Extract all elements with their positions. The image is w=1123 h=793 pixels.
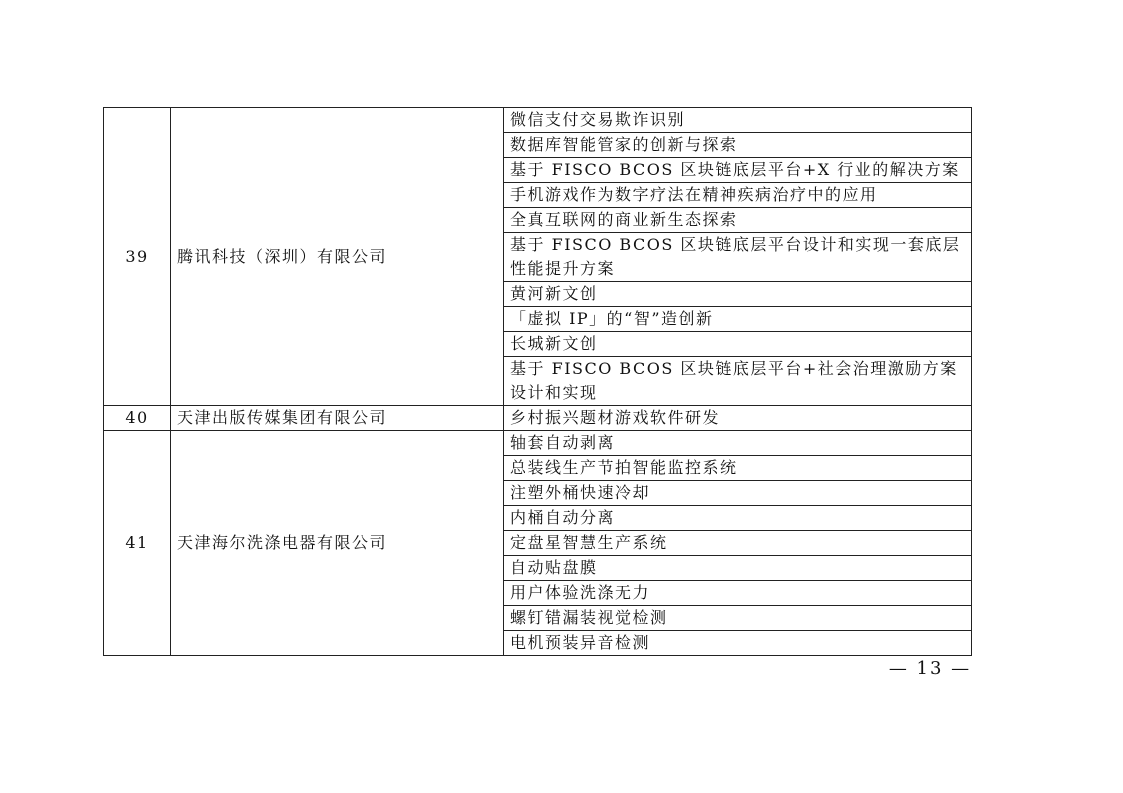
table-row <box>104 406 972 431</box>
project-name-cell: 数据库智能管家的创新与探索 <box>504 133 972 158</box>
project-name-cell: 总装线生产节拍智能监控系统 <box>504 456 972 481</box>
project-name-cell: 基于 FISCO BCOS 区块链底层平台+社会治理激励方案设计和实现 <box>504 357 972 406</box>
project-name-cell: 用户体验洗涤无力 <box>504 581 972 606</box>
row-number-cell: 41 <box>104 431 171 656</box>
project-name-cell: 黄河新文创 <box>504 282 972 307</box>
project-name-cell: 基于 FISCO BCOS 区块链底层平台+X 行业的解决方案 <box>504 158 972 183</box>
project-table <box>103 107 972 656</box>
company-name-cell: 腾讯科技（深圳）有限公司 <box>171 108 504 406</box>
project-name-cell: 定盘星智慧生产系统 <box>504 531 972 556</box>
project-name-cell: 电机预装异音检测 <box>504 631 972 656</box>
project-name-cell: 长城新文创 <box>504 332 972 357</box>
row-number-cell: 39 <box>104 108 171 406</box>
project-name-cell: 内桶自动分离 <box>504 506 972 531</box>
table-row <box>104 108 972 133</box>
project-name-cell: 「虚拟 IP」的“智”造创新 <box>504 307 972 332</box>
project-name-cell: 自动贴盘膜 <box>504 556 972 581</box>
table-row <box>104 431 972 456</box>
project-name-cell: 全真互联网的商业新生态探索 <box>504 208 972 233</box>
company-name-cell: 天津出版传媒集团有限公司 <box>171 406 504 431</box>
page-number: — 13 — <box>888 658 972 679</box>
project-name-cell: 螺钉错漏装视觉检测 <box>504 606 972 631</box>
project-name-cell: 基于 FISCO BCOS 区块链底层平台设计和实现一套底层性能提升方案 <box>504 233 972 282</box>
project-name-cell: 注塑外桶快速冷却 <box>504 481 972 506</box>
project-table-body <box>104 108 972 656</box>
row-number-cell: 40 <box>104 406 171 431</box>
project-name-cell: 乡村振兴题材游戏软件研发 <box>504 406 972 431</box>
company-name-cell: 天津海尔洗涤电器有限公司 <box>171 431 504 656</box>
project-name-cell: 微信支付交易欺诈识别 <box>504 108 972 133</box>
project-name-cell: 轴套自动剥离 <box>504 431 972 456</box>
project-name-cell: 手机游戏作为数字疗法在精神疾病治疗中的应用 <box>504 183 972 208</box>
